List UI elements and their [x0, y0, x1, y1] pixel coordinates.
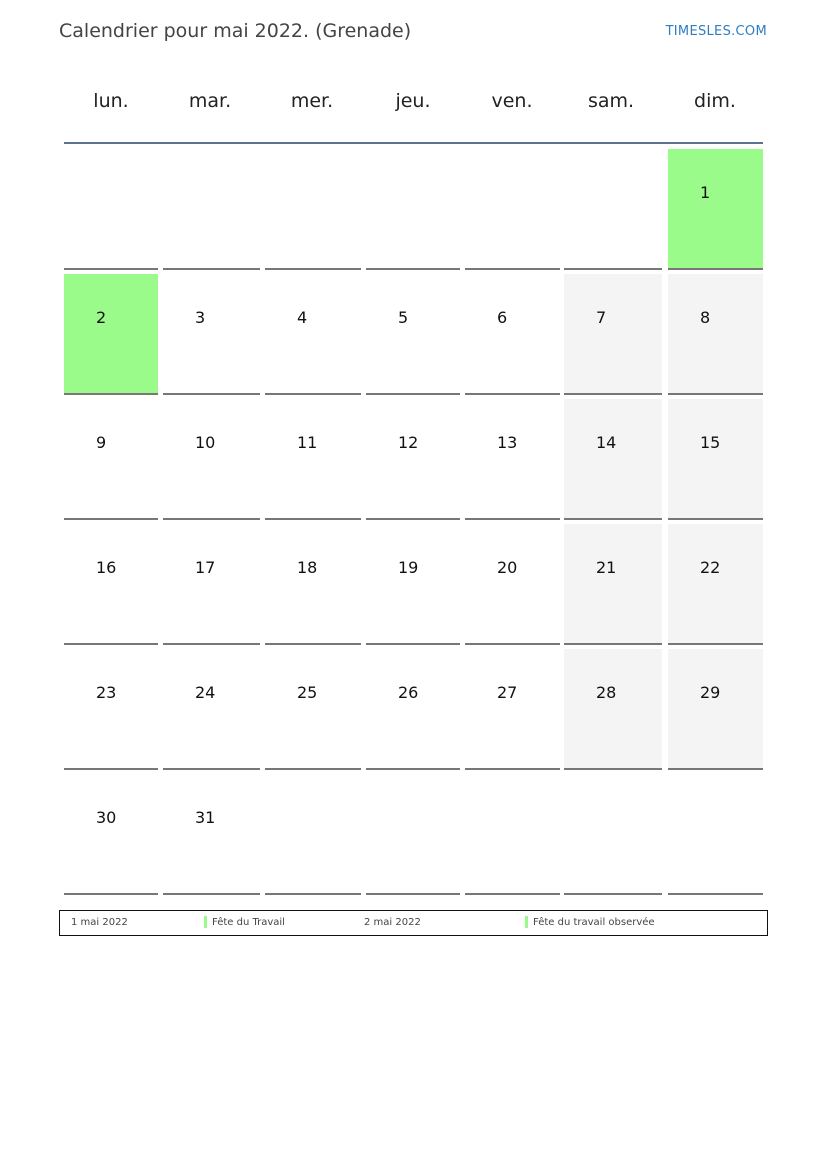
weekday-tuesday: mar.	[188, 90, 232, 112]
page-title: Calendrier pour mai 2022. (Grenade)	[59, 20, 412, 42]
day-number: 19	[398, 558, 419, 577]
day-number: 26	[398, 683, 419, 702]
empty-day-cell	[64, 149, 158, 270]
day-number: 3	[195, 308, 206, 327]
day-number: 12	[398, 433, 419, 452]
weekday-thursday: jeu.	[395, 90, 431, 112]
day-number: 1	[700, 183, 711, 202]
day-cell-8[interactable]	[668, 274, 763, 395]
day-number: 28	[596, 683, 617, 702]
day-cell-9[interactable]	[64, 399, 158, 520]
legend-color-marker	[204, 916, 207, 928]
day-number: 16	[96, 558, 117, 577]
legend-date-1: 1 mai 2022	[71, 917, 128, 928]
day-number: 14	[596, 433, 617, 452]
empty-day-cell	[163, 149, 260, 270]
holiday-legend	[59, 910, 768, 936]
day-cell-31[interactable]	[163, 774, 260, 895]
day-number: 7	[596, 308, 607, 327]
day-cell-24[interactable]	[163, 649, 260, 770]
day-number: 11	[297, 433, 318, 452]
day-cell-5[interactable]	[366, 274, 460, 395]
day-cell-1[interactable]	[668, 149, 763, 270]
day-cell-7[interactable]	[564, 274, 662, 395]
day-cell-25[interactable]	[265, 649, 361, 770]
day-number: 20	[497, 558, 518, 577]
header-divider	[64, 142, 763, 144]
day-number: 29	[700, 683, 721, 702]
empty-day-cell	[366, 774, 460, 895]
day-cell-27[interactable]	[465, 649, 560, 770]
day-number: 27	[497, 683, 518, 702]
day-cell-28[interactable]	[564, 649, 662, 770]
day-number: 13	[497, 433, 518, 452]
day-number: 18	[297, 558, 318, 577]
day-number: 21	[596, 558, 617, 577]
day-cell-14[interactable]	[564, 399, 662, 520]
legend-holiday-2: Fête du travail observée	[533, 917, 655, 928]
weekday-friday: ven.	[491, 90, 533, 112]
empty-day-cell	[366, 149, 460, 270]
legend-color-marker	[525, 916, 528, 928]
day-cell-6[interactable]	[465, 274, 560, 395]
day-cell-12[interactable]	[366, 399, 460, 520]
day-cell-11[interactable]	[265, 399, 361, 520]
empty-day-cell	[265, 774, 361, 895]
weekday-monday: lun.	[93, 90, 129, 112]
brand-link[interactable]: TIMESLES.COM	[665, 24, 767, 39]
day-cell-16[interactable]	[64, 524, 158, 645]
day-number: 17	[195, 558, 216, 577]
empty-day-cell	[564, 149, 662, 270]
day-number: 25	[297, 683, 318, 702]
weekday-header-row	[64, 90, 763, 120]
day-cell-30[interactable]	[64, 774, 158, 895]
day-cell-3[interactable]	[163, 274, 260, 395]
day-cell-19[interactable]	[366, 524, 460, 645]
weekday-saturday: sam.	[587, 90, 635, 112]
day-number: 24	[195, 683, 216, 702]
day-cell-2[interactable]	[64, 274, 158, 395]
weekday-sunday: dim.	[694, 90, 736, 112]
day-number: 22	[700, 558, 721, 577]
legend-date-2: 2 mai 2022	[364, 917, 421, 928]
empty-day-cell	[465, 149, 560, 270]
day-number: 9	[96, 433, 107, 452]
day-cell-17[interactable]	[163, 524, 260, 645]
empty-day-cell	[265, 149, 361, 270]
day-cell-26[interactable]	[366, 649, 460, 770]
day-number: 23	[96, 683, 117, 702]
day-cell-20[interactable]	[465, 524, 560, 645]
empty-day-cell	[465, 774, 560, 895]
day-number: 8	[700, 308, 711, 327]
day-cell-22[interactable]	[668, 524, 763, 645]
day-number: 5	[398, 308, 409, 327]
weekday-wednesday: mer.	[290, 90, 334, 112]
day-cell-21[interactable]	[564, 524, 662, 645]
day-cell-15[interactable]	[668, 399, 763, 520]
day-number: 10	[195, 433, 216, 452]
legend-holiday-1: Fête du Travail	[212, 917, 285, 928]
day-number: 4	[297, 308, 308, 327]
empty-day-cell	[564, 774, 662, 895]
day-number: 6	[497, 308, 508, 327]
day-number: 30	[96, 808, 117, 827]
day-cell-13[interactable]	[465, 399, 560, 520]
empty-day-cell	[668, 774, 763, 895]
day-cell-23[interactable]	[64, 649, 158, 770]
day-cell-10[interactable]	[163, 399, 260, 520]
day-number: 2	[96, 308, 107, 327]
day-cell-4[interactable]	[265, 274, 361, 395]
day-cell-18[interactable]	[265, 524, 361, 645]
day-number: 31	[195, 808, 216, 827]
day-number: 15	[700, 433, 721, 452]
day-cell-29[interactable]	[668, 649, 763, 770]
